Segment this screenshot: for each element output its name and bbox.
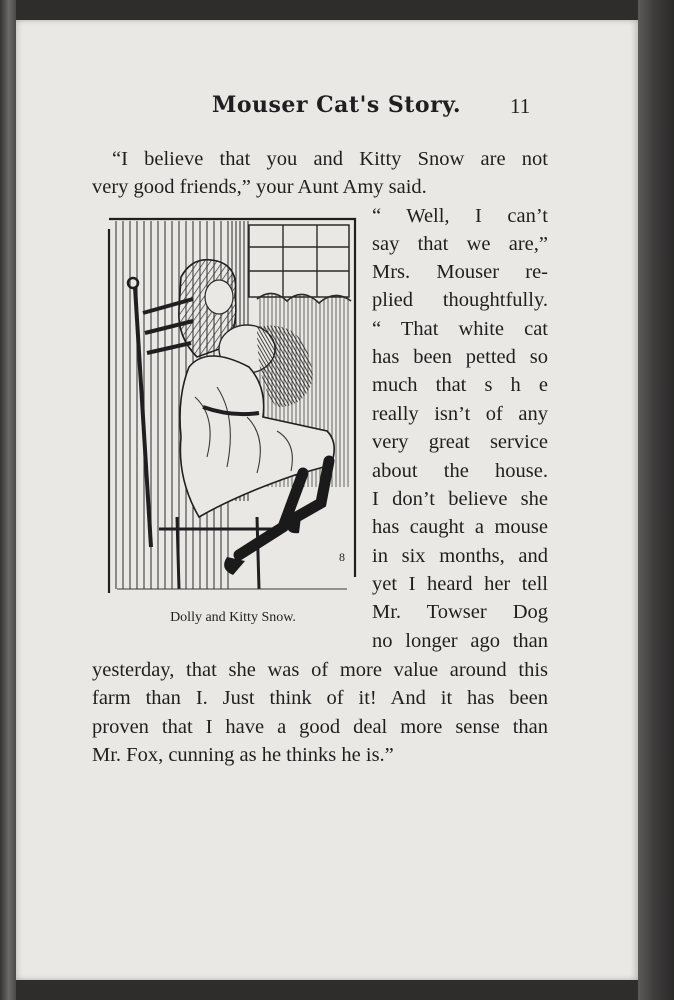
- signature-mark: 8: [339, 550, 345, 564]
- text-line-4: say that we are,”: [372, 233, 548, 255]
- illustration-caption: Dolly and Kitty Snow.: [170, 610, 296, 625]
- text-line-1: “I believe that you and Kitty Snow are not: [112, 148, 548, 170]
- page-header: [16, 92, 638, 128]
- text-line-8: has been petted so: [372, 346, 548, 368]
- text-line-21: proven that I have a good deal more sense than: [92, 716, 548, 738]
- book-page: [16, 20, 638, 980]
- text-line-7: “ That white cat: [372, 318, 548, 340]
- text-line-9: much that s h e: [372, 374, 548, 396]
- text-line-2: very good friends,” your Aunt Amy said.: [92, 176, 427, 198]
- engraving-illustration: [107, 217, 359, 595]
- running-title: Mouser Cat's Story.: [212, 92, 462, 118]
- text-line-22: Mr. Fox, cunning as he thinks he is.”: [92, 744, 394, 766]
- page-number: 11: [510, 94, 531, 118]
- text-line-13: I don’t believe she: [372, 488, 548, 510]
- text-line-5: Mrs. Mouser re-: [372, 261, 548, 283]
- illustration-dolly-and-kitty: [107, 217, 359, 595]
- text-line-3: “ Well, I can’t: [372, 205, 548, 227]
- text-line-6: plied thoughtfully.: [372, 289, 548, 311]
- text-line-18: no longer ago than: [372, 630, 548, 652]
- text-line-14: has caught a mouse: [372, 516, 548, 538]
- book-cover-left-edge: [0, 0, 16, 1000]
- text-line-10: really isn’t of any: [372, 403, 548, 425]
- text-line-20: farm than I. Just think of it! And it has been: [92, 687, 548, 709]
- text-line-11: very great service: [372, 431, 548, 453]
- text-line-16: yet I heard her tell: [372, 573, 548, 595]
- text-line-19: yesterday, that she was of more value around this: [92, 659, 548, 681]
- text-line-15: in six months, and: [372, 545, 548, 567]
- book-cover-right-edge: [638, 0, 674, 1000]
- text-line-12: about the house.: [372, 460, 548, 482]
- text-line-17: Mr. Towser Dog: [372, 601, 548, 623]
